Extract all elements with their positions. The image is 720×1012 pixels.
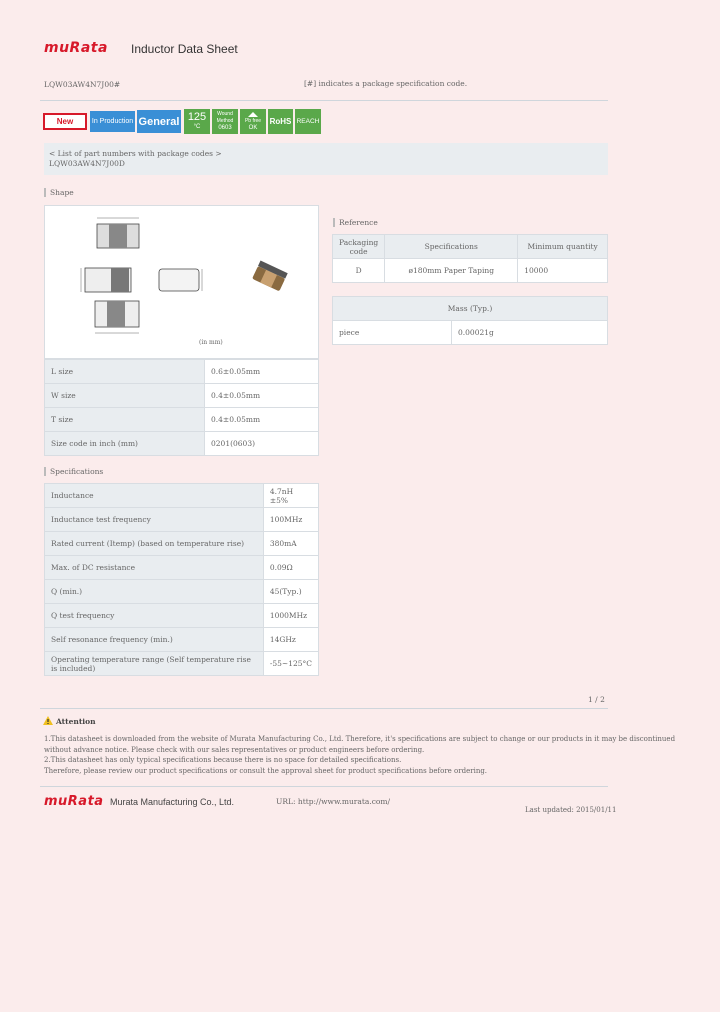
table-row xyxy=(45,652,319,676)
attention-line: Therefore, please review our product specifications or consult the approval sheet for product specifications before ordering. xyxy=(44,766,488,775)
table-row xyxy=(333,235,608,259)
attention-line: 1.This datasheet is downloaded from the website of Murata Manufacturing Co., Ltd. Therefore, it's specifications are subject to change or our products in it may be discontinued xyxy=(44,735,676,743)
shape-cell-label: Size code in inch (mm) xyxy=(45,432,205,456)
spec-cell-label: Inductance xyxy=(45,484,264,508)
table-row xyxy=(333,259,608,283)
shape-drawing-box xyxy=(44,205,319,359)
pbfree-badge xyxy=(240,109,266,134)
table-row xyxy=(45,604,319,628)
table-row xyxy=(45,360,319,384)
table-row xyxy=(45,580,319,604)
shape-cell-value: 0.4±0.05mm xyxy=(205,384,319,408)
ref-cell-quantity: 10000 xyxy=(518,259,608,283)
table-row xyxy=(45,508,319,532)
dimension-drawing xyxy=(45,206,320,360)
spec-cell-value: 0.09Ω xyxy=(263,556,318,580)
table-row xyxy=(45,432,319,456)
package-code-note: [#] indicates a package specification code. xyxy=(304,79,468,88)
rohs-badge: RoHS xyxy=(268,109,293,134)
spec-cell-label: Q (min.) xyxy=(45,580,264,604)
table-row xyxy=(45,484,319,508)
mass-header: Mass (Typ.) xyxy=(333,297,608,321)
table-row xyxy=(45,532,319,556)
shape-table xyxy=(44,359,319,456)
spec-cell-label: Q test frequency xyxy=(45,604,264,628)
size-label: 0603 xyxy=(218,125,232,131)
footer-rule xyxy=(40,786,608,787)
spec-cell-label: Rated current (Itemp) (based on temperature rise) xyxy=(45,532,264,556)
shape-cell-value: 0201(0603) xyxy=(205,432,319,456)
page-number: 1 / 2 xyxy=(588,695,605,704)
spec-cell-value: 14GHz xyxy=(263,628,318,652)
leaf-icon xyxy=(247,111,259,118)
reference-label: Reference xyxy=(333,218,378,227)
warning-icon xyxy=(43,716,53,725)
shape-label: Shape xyxy=(44,188,74,197)
spec-cell-label: Inductance test frequency xyxy=(45,508,264,532)
spec-cell-label: Operating temperature range (Self temperature rise is included) xyxy=(45,652,264,676)
ref-cell-code: D xyxy=(333,259,385,283)
ref-header-spec: Specifications xyxy=(385,235,518,259)
header-rule xyxy=(40,100,608,101)
general-badge: General xyxy=(137,110,181,133)
part-number: LQW03AW4N7J00# xyxy=(44,80,121,89)
specifications-table xyxy=(44,483,319,676)
part-list-box xyxy=(44,143,608,175)
wound-method-badge xyxy=(212,109,238,134)
shape-cell-label: T size xyxy=(45,408,205,432)
table-row xyxy=(45,384,319,408)
pbfree-ok: OK xyxy=(248,125,258,131)
shape-cell-label: L size xyxy=(45,360,205,384)
spec-cell-value: 1000MHz xyxy=(263,604,318,628)
shape-cell-label: W size xyxy=(45,384,205,408)
new-badge: New xyxy=(43,113,87,130)
ref-header-packaging: Packaging code xyxy=(333,235,385,259)
table-row xyxy=(333,321,608,345)
temp-value: 125 xyxy=(187,110,207,123)
temperature-badge xyxy=(184,109,210,134)
attention-line: 2.This datasheet has only typical specifications because there is no space for detailed specifications. xyxy=(44,756,402,764)
part-list-item[interactable]: LQW03AW4N7J00D xyxy=(49,159,125,168)
spec-cell-value: 100MHz xyxy=(263,508,318,532)
shape-cell-value: 0.4±0.05mm xyxy=(205,408,319,432)
pbfree-label: Pb free xyxy=(244,118,262,124)
specifications-label: Specifications xyxy=(44,467,103,476)
spec-cell-value: 45(Typ.) xyxy=(263,580,318,604)
spec-cell-value: -55~125°C xyxy=(263,652,318,676)
company-name: Murata Manufacturing Co., Ltd. xyxy=(110,797,235,807)
wound-label: Wound xyxy=(217,111,233,117)
murata-logo: muRata xyxy=(44,40,108,56)
table-row xyxy=(45,408,319,432)
company-url[interactable]: URL: http://www.murata.com/ xyxy=(276,797,391,806)
temp-unit: °C xyxy=(193,123,201,130)
attention-title: Attention xyxy=(56,717,96,726)
attention-text xyxy=(44,734,676,776)
shape-unit: (in mm) xyxy=(199,339,223,346)
last-updated: Last updated: 2015/01/11 xyxy=(525,806,617,814)
part-list-title: < List of part numbers with package codes > xyxy=(49,149,222,158)
attention-line: without advance notice. Please check with our sales representatives or product engineers before ordering. xyxy=(44,745,425,754)
spec-cell-label: Self resonance frequency (min.) xyxy=(45,628,264,652)
ref-cell-spec: ø180mm Paper Taping xyxy=(385,259,518,283)
ref-header-quantity: Minimum quantity xyxy=(518,235,608,259)
spec-cell-label: Max. of DC resistance xyxy=(45,556,264,580)
attention-rule xyxy=(40,708,608,709)
spec-cell-value: 4.7nH ±5% xyxy=(263,484,318,508)
page-title: Inductor Data Sheet xyxy=(131,42,238,56)
shape-cell-value: 0.6±0.05mm xyxy=(205,360,319,384)
mass-label: piece xyxy=(333,321,452,345)
reach-badge: REACH xyxy=(295,109,321,134)
method-label: Method xyxy=(216,118,234,124)
mass-table xyxy=(332,296,608,345)
table-row xyxy=(45,556,319,580)
table-row xyxy=(333,297,608,321)
spec-cell-value: 380mA xyxy=(263,532,318,556)
reference-table xyxy=(332,234,608,283)
in-production-badge: In Production xyxy=(90,111,135,132)
footer-logo: muRata xyxy=(44,794,104,809)
table-row xyxy=(45,628,319,652)
mass-value: 0.00021g xyxy=(452,321,608,345)
